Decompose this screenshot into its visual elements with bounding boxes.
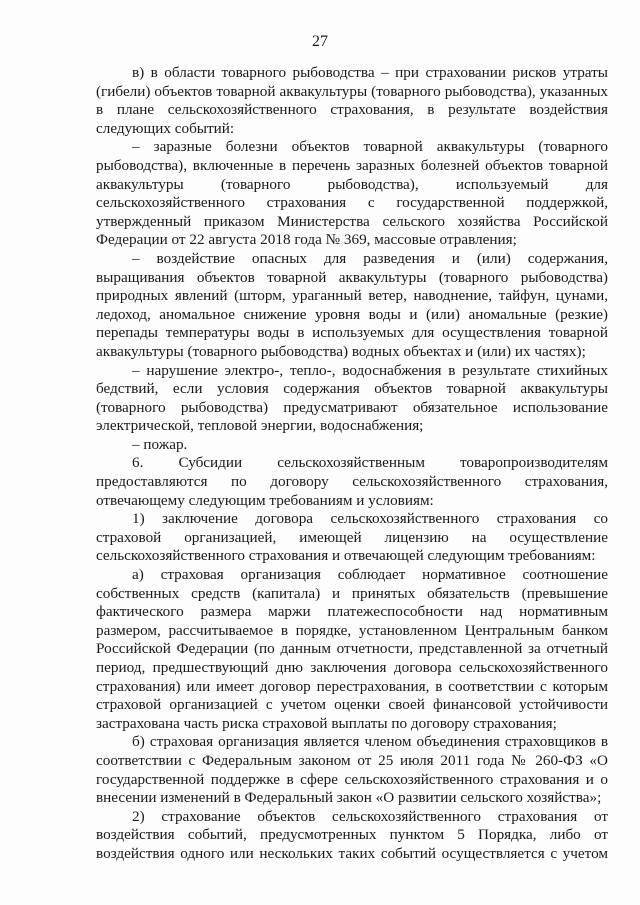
paragraph-item-a: а) страховая организация соблюдает нормативное соотношение собственных средств (капитала) и принятых обязательств (превышение фактического размера маржи платежеспособности над нормативным размером, рассчитываемое в порядке, установленном Центральным банком Российской Федерации (по данным отчетности, представленной за отчетный период, предшествующий дню заключения договора сельскохозяйственного страхования) или имеет договор перестрахования, в соответствии с которым страховой организацией с учетом оценки своей финансовой устойчивости застрахована часть риска страховой выплаты по договору страхования; [96,566,608,732]
paragraph-item-b: б) страховая организация является членом объединения страховщиков в соответствии с Федеральным законом от 25 июля 2011 года № 260-ФЗ «О государственной поддержке в сфере сельскохозяйственного страхования и о внесении изменений в Федеральный закон «О развитии сельского хозяйства»; [96,733,608,807]
paragraph-infectious-diseases: – заразные болезни объектов товарной аквакультуры (товарного рыбоводства), включенные в перечень заразных болезней объектов товарной аквакультуры (товарного рыбоводства), используемый для сельскохозяйственного страхования с государственной поддержкой, утвержденный приказом Министерства сельского хозяйства Российской Федерации от 22 августа 2018 года № 369, массовые отравления; [96,138,608,249]
paragraph-fire: – пожар. [132,435,188,453]
paragraph-item-2: 2) страхование объектов сельскохозяйственного страхования от воздействия событий, предусмотренных пунктом 5 Порядка, либо от воздействия одного или нескольких таких событий осуществляется с учетом [96,807,608,862]
paragraph-fish-farming-intro: в) в области товарного рыбоводства – при страховании рисков утраты (гибели) объектов товарной аквакультуры (товарного рыбоводства), указанных в плане сельскохозяйственного страхования, в результате воздействия следующих событий: [96,64,608,137]
document-body [96,64,608,864]
paragraph-section-6: 6. Субсидии сельскохозяйственным товаропроизводителям предоставляются по договору сельскохозяйственного страхования, отвечающему следующим требованиям и условиям: [96,454,608,509]
paragraph-utility-disruption: – нарушение электро-, тепло-, водоснабжения в результате стихийных бедствий, если условия содержания объектов товарной аквакультуры (товарного рыбоводства) предусматривают обязательное использование электрической, тепловой энергии, водоснабжения; [96,361,608,435]
paragraph-natural-phenomena: – воздействие опасных для разведения и (или) содержания, выращивания объектов товарной аквакультуры (товарного рыбоводства) природных явлений (шторм, ураганный ветер, наводнение, тайфун, цунами, ледоход, аномальное снижение уровня воды и (или) аномальные (резкие) перепады температуры воды в используемых для осуществления товарной аквакультуры (товарного рыбоводства) водных объектах и (или) их частях); [96,249,608,360]
paragraph-item-1: 1) заключение договора сельскохозяйственного страхования со страховой организацией, имеющей лицензию на осуществление сельскохозяйственного страхования и отвечающей следующим требованиям: [96,510,608,565]
page-number: 27 [312,33,328,50]
